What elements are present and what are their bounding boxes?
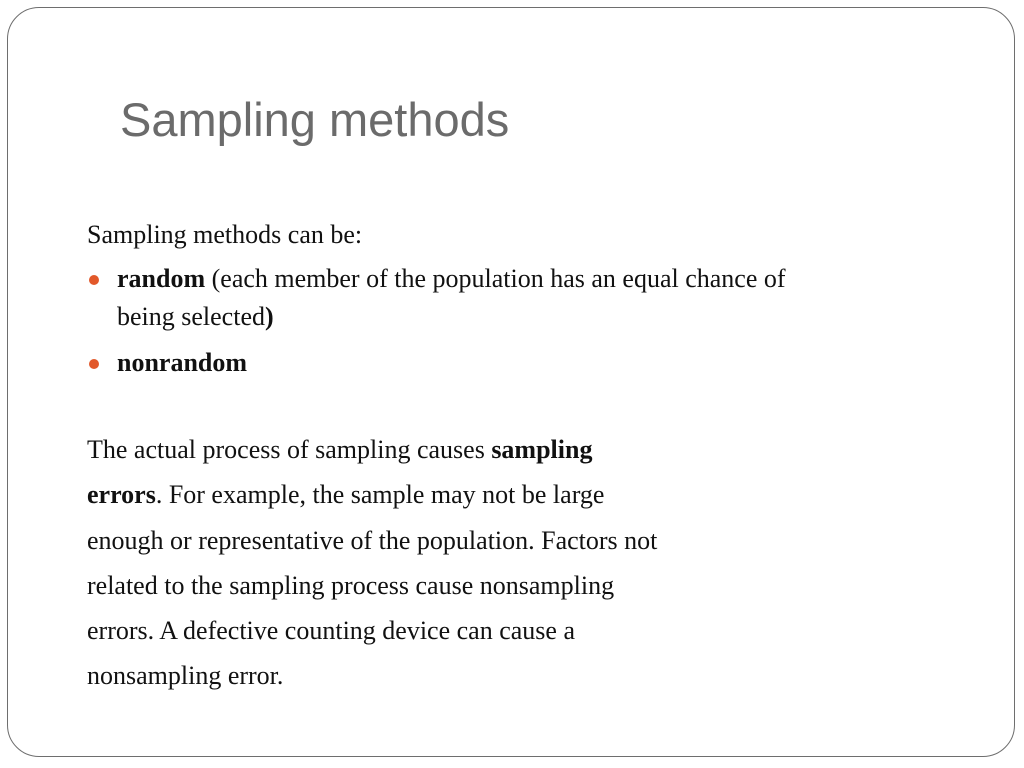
bullet-term-random: random xyxy=(117,264,206,293)
bullet-desc-line1: (each member of the population has an equal chance of xyxy=(205,264,786,293)
paragraph-line-6: nonsampling error. xyxy=(87,661,284,691)
paragraph-line-5: errors. A defective counting device can cause a xyxy=(87,616,575,646)
bullet-item-random xyxy=(87,260,947,336)
slide-frame xyxy=(7,7,1015,757)
paragraph-line-2-text: . For example, the sample may not be large xyxy=(155,480,605,510)
paragraph-line-1-text: The actual process of sampling causes xyxy=(87,435,492,464)
bullet-list xyxy=(87,260,947,382)
paragraph-line-4: related to the sampling process cause nonsampling xyxy=(87,570,615,600)
paragraph-line-2-bold: errors xyxy=(87,480,156,510)
bullet-desc-line2: being selected xyxy=(117,302,265,331)
bullet-close-paren: ) xyxy=(265,302,274,331)
paragraph-line-1 xyxy=(87,427,947,472)
intro-text: Sampling methods can be: xyxy=(87,220,363,249)
paragraph-line-3: enough or representative of the population. Factors not xyxy=(87,525,658,555)
sampling-errors-paragraph xyxy=(87,427,947,699)
bullet-icon xyxy=(89,359,99,369)
bullet-term-nonrandom: nonrandom xyxy=(117,348,248,377)
paragraph-line-2 xyxy=(87,472,947,517)
paragraph-line-1-bold: sampling xyxy=(491,435,593,464)
bullet-item-nonrandom xyxy=(87,344,947,382)
slide-title: Sampling methods xyxy=(120,93,510,146)
slide-body xyxy=(87,216,947,699)
bullet-icon xyxy=(89,275,99,285)
